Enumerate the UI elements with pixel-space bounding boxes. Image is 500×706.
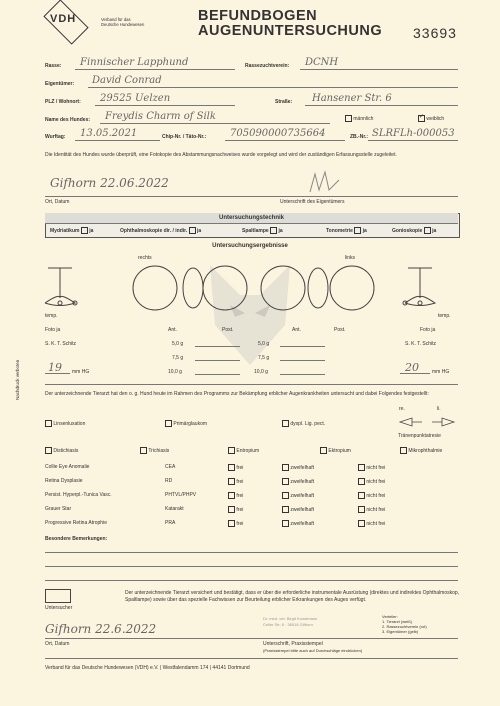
- finding-checkbox[interactable]: [165, 420, 172, 427]
- rasse-label: Rasse:: [45, 63, 62, 69]
- nicht-frei-option[interactable]: [358, 492, 385, 499]
- maennlich-checkbox[interactable]: [345, 115, 352, 122]
- skt-label-right: S. K. T. Schitz: [45, 341, 77, 347]
- eigentuemer-line: [88, 87, 458, 88]
- finding-mikrophthalmie[interactable]: [400, 447, 442, 454]
- section-divider: [45, 384, 458, 385]
- traenen-label: Tränenpunktatresie: [398, 433, 441, 439]
- mmhg-right: mm HG: [72, 369, 90, 375]
- iop-left-line: [400, 373, 430, 374]
- foto-ja-left: Foto ja: [45, 327, 61, 333]
- tech-checkbox[interactable]: [81, 227, 88, 234]
- zb-value[interactable]: SLRFLh-000053: [372, 128, 455, 139]
- weight-line: [195, 374, 240, 375]
- tech-item-label: Spaltlampe: [242, 227, 269, 234]
- finding-checkbox[interactable]: [140, 447, 147, 454]
- distribution-item: 1. Tierarzt (weiß): [382, 619, 413, 624]
- footer-text: Verband für das Deutsche Hundewesen (VDH) e.V. | Westfalendamm 174 | 44141 Dortmund: [45, 665, 250, 671]
- nicht-frei-option[interactable]: [358, 478, 385, 485]
- title-line1: BEFUNDBOGEN: [198, 8, 318, 24]
- nicht-frei-label: nicht frei: [366, 520, 386, 527]
- weight-line: [280, 346, 325, 347]
- vet-statement: Der unterzeichnende Tierarzt hat den o. g. Hund heute im Rahmen des Programms zur Bekämpfung erblicher Augenkrankheiten untersucht und dabei Folgendes festgestellt:: [45, 391, 429, 397]
- finding-distichiasis[interactable]: [45, 447, 78, 454]
- zweifelhaft-checkbox[interactable]: [282, 520, 289, 527]
- weiblich-label: weiblich: [426, 115, 445, 122]
- signature1-owner-label: Unterschrift des Eigentümers: [280, 199, 345, 205]
- nicht-frei-checkbox[interactable]: [358, 506, 365, 513]
- frei-option[interactable]: [228, 464, 243, 471]
- condition-name: Retina Dysplasie: [45, 478, 83, 484]
- condition-name: Persist. Hyperpl.-Tunica Vasc.: [45, 492, 112, 498]
- rassezuchtverein-value[interactable]: DCNH: [305, 57, 339, 68]
- frei-label: frei: [236, 464, 244, 471]
- ant-label-right: Ant.: [168, 327, 177, 333]
- re-label: re.: [399, 406, 405, 412]
- finding-checkbox[interactable]: [45, 447, 52, 454]
- finding-checkbox[interactable]: [45, 420, 52, 427]
- rassezuchtverein-line: [300, 69, 458, 70]
- strasse-label: Straße:: [275, 99, 293, 105]
- weiblich-checkbox[interactable]: ✓: [419, 114, 425, 120]
- distribution-item: 2. Rassezuchtverein (rot): [382, 624, 427, 629]
- zweifelhaft-option[interactable]: [282, 506, 314, 513]
- frei-option[interactable]: [228, 506, 243, 513]
- chip-value[interactable]: 705090000735664: [230, 128, 326, 139]
- zweifelhaft-checkbox[interactable]: [282, 464, 289, 471]
- condition-abbr: CEA: [165, 464, 176, 470]
- iop-right-line: [45, 373, 70, 374]
- zb-label: ZB.-Nr.:: [350, 134, 369, 140]
- stamp-line1: Dr. med. vet. Birgit Kunstmann: [263, 616, 318, 621]
- hund-label: Name des Hundes:: [45, 117, 91, 123]
- stamp-line2: Celler Str. 8 · 38518 Gifhorn: [263, 622, 313, 627]
- remarks-line: [45, 580, 458, 581]
- weight-line: [195, 360, 240, 361]
- wurftag-line: [75, 140, 160, 141]
- tech-item-spaltlampe[interactable]: [242, 227, 283, 234]
- frei-checkbox[interactable]: [228, 478, 235, 485]
- tech-item-ophthalmoskopie[interactable]: [120, 227, 201, 234]
- final-signature-line: [45, 638, 458, 639]
- results-title: Untersuchungsergebnisse: [212, 243, 288, 249]
- chip-label: Chip-Nr. / Täto-Nr.:: [162, 134, 207, 140]
- finding-label: Trichiasis: [148, 447, 170, 454]
- zweifelhaft-label: zweifelhaft: [290, 520, 315, 527]
- nicht-frei-label: nicht frei: [366, 478, 386, 485]
- zweifelhaft-option[interactable]: [282, 464, 314, 471]
- nicht-frei-checkbox[interactable]: [358, 478, 365, 485]
- ja-label: ja: [89, 227, 94, 234]
- tech-item-label: Mydriatikum: [50, 227, 80, 234]
- ja-label: ja: [278, 227, 283, 234]
- weight-5-right: 5,0 g: [172, 341, 184, 347]
- eigentuemer-label: Eigentümer:: [45, 81, 75, 87]
- frei-checkbox[interactable]: [228, 506, 235, 513]
- distribution-item: 3. Eigentümer (gelb): [382, 629, 419, 634]
- temp-label-right: temp.: [438, 313, 451, 319]
- zweifelhaft-checkbox[interactable]: [282, 492, 289, 499]
- finding-label: Ektropium: [328, 447, 351, 454]
- maennlich-label: männlich: [353, 115, 374, 122]
- frei-option[interactable]: [228, 520, 243, 527]
- distribution-list: [382, 614, 427, 634]
- strasse-line: [305, 105, 458, 106]
- tech-item-gonioskopie[interactable]: [392, 227, 436, 234]
- finding-label: Distichiasis: [53, 447, 79, 454]
- frei-option[interactable]: [228, 492, 243, 499]
- eye-diagrams: [40, 258, 470, 318]
- final-sig-label: Unterschrift, Praxisstempel: [263, 641, 323, 647]
- finding-checkbox[interactable]: [228, 447, 235, 454]
- ja-label: ja: [197, 227, 202, 234]
- nicht-frei-option[interactable]: [358, 506, 385, 513]
- document-number: 33693: [413, 25, 457, 41]
- signature1-line: [45, 196, 458, 197]
- tech-item-label: Gonioskopie: [392, 227, 423, 234]
- finding-label: Primärglaukom: [173, 420, 208, 427]
- condition-name: Grauer Star: [45, 506, 72, 512]
- verteiler-label: Verteiler:: [382, 614, 398, 619]
- vet-stamp: [263, 616, 368, 628]
- rasse-line: [75, 69, 235, 70]
- ja-label: ja: [362, 227, 367, 234]
- finding-label: Mikrophthalmie: [408, 447, 443, 454]
- weight-line: [280, 360, 325, 361]
- frei-label: frei: [236, 492, 244, 499]
- condition-abbr: RD: [165, 478, 173, 484]
- mmhg-left: mm HG: [432, 369, 450, 375]
- remarks-line: [45, 552, 458, 553]
- zweifelhaft-checkbox[interactable]: [282, 478, 289, 485]
- tech-checkbox[interactable]: [189, 227, 196, 234]
- nicht-frei-checkbox[interactable]: [358, 492, 365, 499]
- rasse-value[interactable]: Finnischer Lapphund: [80, 57, 189, 68]
- frei-label: frei: [236, 478, 244, 485]
- finding-checkbox[interactable]: [320, 447, 327, 454]
- org-name: [101, 17, 153, 27]
- nicht-frei-label: nicht frei: [366, 464, 386, 471]
- zweifelhaft-option[interactable]: [282, 520, 314, 527]
- finding-ektropium[interactable]: [320, 447, 351, 454]
- final-place-date: Gifhorn 22.6.2022: [45, 622, 157, 636]
- finding-checkbox[interactable]: [400, 447, 407, 454]
- condition-abbr: PHTVL/PHPV: [165, 492, 197, 498]
- finding-checkbox[interactable]: [282, 420, 289, 427]
- org-line1: Verband für das: [101, 17, 131, 22]
- nicht-frei-checkbox[interactable]: [358, 520, 365, 527]
- finding-linsenluxation[interactable]: [45, 420, 85, 427]
- finding-dyspl-lig[interactable]: [282, 420, 325, 427]
- weight-75-right: 7,5 g: [172, 355, 184, 361]
- hund-line: [100, 123, 330, 124]
- final-statement: Der unterzeichnende Tierarzt versichert und bestätigt, dass er über die erforderliche instrumentale Ausrüstung (direktes und indirektes Ophthalmoskop, Spaltlampe) sowie über das spezielle Fachwissen zur Beurteilung erblicher Erkrankungen des Auges verfügt.: [125, 590, 460, 603]
- weight-10-left: 10,0 g: [254, 369, 268, 375]
- links-label: links: [345, 255, 356, 261]
- org-line2: Deutsche Hundewesen: [101, 22, 145, 27]
- zweifelhaft-option[interactable]: [282, 478, 314, 485]
- frei-option[interactable]: [228, 478, 243, 485]
- condition-name: Collie Eye Anomalie: [45, 464, 90, 470]
- weight-5-left: 5,0 g: [258, 341, 270, 347]
- signature1-ort-label: Ort, Datum: [45, 199, 70, 205]
- remarks-label: Besondere Bemerkungen:: [45, 536, 108, 542]
- wurftag-label: Wurftag:: [45, 134, 66, 140]
- iop-left-value[interactable]: 20: [405, 361, 419, 374]
- ant-label-left: Ant.: [292, 327, 301, 333]
- weight-10-right: 10,0 g: [168, 369, 182, 375]
- iop-right-value[interactable]: 19: [48, 361, 62, 374]
- page-title: [198, 9, 382, 39]
- plz-value[interactable]: 29525 Uelzen: [100, 93, 171, 104]
- final-ort-label: Ort, Datum: [45, 641, 70, 647]
- zweifelhaft-option[interactable]: [282, 492, 314, 499]
- zweifelhaft-label: zweifelhaft: [290, 478, 315, 485]
- tech-item-label: Tonometrie: [326, 227, 353, 234]
- zweifelhaft-checkbox[interactable]: [282, 506, 289, 513]
- identity-text: Die Identität des Hundes wurde überprüft, eine Fotokopie des Abstammungsnachweises wurde vorgelegt und wird der zuständigen Erfassungsstelle zugeleitet.: [45, 152, 397, 158]
- untersucher-box: [45, 589, 71, 603]
- finding-label: Entropium: [236, 447, 260, 454]
- tech-item-tonometrie[interactable]: [326, 227, 367, 234]
- finding-trichiasis[interactable]: [140, 447, 169, 454]
- wurftag-value[interactable]: 13.05.2021: [80, 128, 138, 139]
- chip-line: [225, 140, 345, 141]
- eigentuemer-value[interactable]: David Conrad: [92, 75, 162, 86]
- tech-checkbox[interactable]: [270, 227, 277, 234]
- plz-line: [95, 105, 235, 106]
- hund-value[interactable]: Freydis Charm of Silk: [105, 111, 216, 122]
- skt-label-left: S. K. T. Schitz: [405, 341, 437, 347]
- weight-line: [195, 346, 240, 347]
- frei-checkbox[interactable]: [228, 492, 235, 499]
- nicht-frei-label: nicht frei: [366, 492, 386, 499]
- tech-checkbox[interactable]: [354, 227, 361, 234]
- weiblich-option[interactable]: [418, 115, 444, 122]
- nicht-frei-label: nicht frei: [366, 506, 386, 513]
- footer-divider: [45, 658, 458, 659]
- technique-title: Untersuchungstechnik: [45, 213, 458, 224]
- rassezuchtverein-label: Rassezuchtverein:: [245, 63, 290, 69]
- nicht-frei-checkbox[interactable]: [358, 464, 365, 471]
- rechts-label: rechts: [138, 255, 152, 261]
- maennlich-option[interactable]: [345, 115, 373, 122]
- finding-primaerglaukom[interactable]: [165, 420, 207, 427]
- frei-label: frei: [236, 520, 244, 527]
- finding-label: dyspl. Lig. pect.: [290, 420, 326, 427]
- post-label-right: Post.: [222, 327, 234, 333]
- tech-checkbox[interactable]: [424, 227, 431, 234]
- nicht-frei-option[interactable]: [358, 520, 385, 527]
- zb-line: [368, 140, 458, 141]
- strasse-value[interactable]: Hansener Str. 6: [312, 93, 392, 104]
- nicht-frei-option[interactable]: [358, 464, 385, 471]
- temp-label-left: temp.: [45, 313, 58, 319]
- signature1-place-date: Gifhorn 22.06.2022: [50, 176, 169, 190]
- li-label: li.: [437, 406, 441, 412]
- zweifelhaft-label: zweifelhaft: [290, 492, 315, 499]
- frei-label: frei: [236, 506, 244, 513]
- condition-name: Progressive Retina Atrophie: [45, 520, 107, 526]
- untersucher-label: Untersucher: [45, 605, 73, 611]
- zweifelhaft-label: zweifelhaft: [290, 506, 315, 513]
- post-label-left: Post.: [334, 327, 346, 333]
- condition-abbr: PRA: [165, 520, 176, 526]
- foto-ja-right: Foto ja: [420, 327, 436, 333]
- zweifelhaft-label: zweifelhaft: [290, 464, 315, 471]
- condition-abbr: Katarakt: [165, 506, 184, 512]
- plz-label: PLZ / Wohnort:: [45, 99, 81, 105]
- frei-checkbox[interactable]: [228, 464, 235, 471]
- finding-label: Linsenluxation: [53, 420, 86, 427]
- title-line2: AUGENUNTERSUCHUNG: [198, 23, 383, 39]
- finding-entropium[interactable]: [228, 447, 259, 454]
- vdh-logo-text: VDH: [50, 13, 77, 25]
- remarks-line: [45, 566, 458, 567]
- final-sig-sub: (Praxisstempel bitte auch auf Durchschläge eindrücken): [263, 648, 363, 653]
- weight-line: [280, 374, 325, 375]
- ja-label: ja: [432, 227, 437, 234]
- tech-item-label: Ophthalmoskopie dir. / indir.: [120, 227, 188, 234]
- tech-item-mydriatikum[interactable]: [50, 227, 93, 234]
- frei-checkbox[interactable]: [228, 520, 235, 527]
- weight-75-left: 7,5 g: [258, 355, 270, 361]
- owner-signature-icon: [305, 168, 345, 196]
- side-text: Nachdruck verboten: [15, 359, 20, 400]
- traenenpunkt-icon: [397, 414, 457, 430]
